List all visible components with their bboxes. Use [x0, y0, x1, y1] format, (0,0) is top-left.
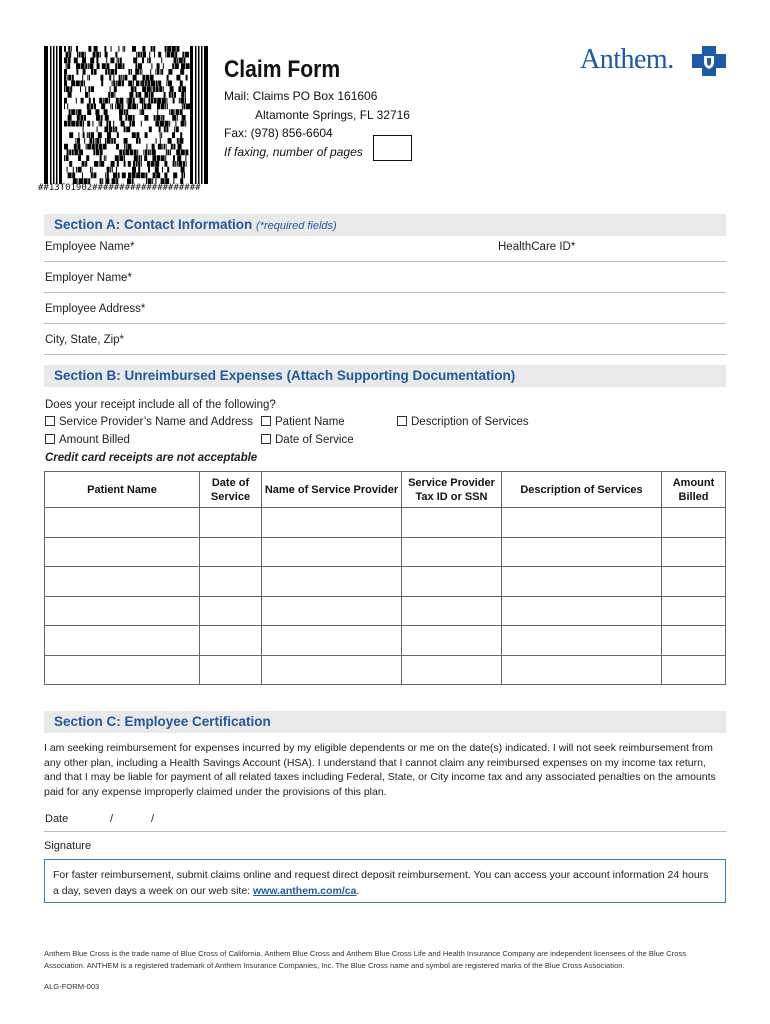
anthem-website-link[interactable]: www.anthem.com/ca: [253, 885, 357, 897]
receipt-question: Does your receipt include all of the following?: [45, 399, 276, 411]
table-cell[interactable]: [662, 596, 726, 626]
section-a-header: [44, 214, 726, 236]
signature-label: Signature: [44, 840, 92, 852]
table-cell[interactable]: [45, 596, 200, 626]
table-cell[interactable]: [402, 508, 502, 538]
table-cell[interactable]: [662, 508, 726, 538]
date-separator: /: [151, 813, 155, 825]
date-separator: /: [110, 813, 114, 825]
checkbox-provider-name-address[interactable]: Service Provider’s Name and Address: [45, 416, 253, 428]
required-fields-note: (*required fields): [256, 220, 337, 232]
employer-name-label: Employer Name*: [45, 272, 132, 284]
logo-wordmark: Anthem.: [580, 44, 674, 75]
employee-address-label: Employee Address*: [45, 303, 146, 315]
form-id: ALG-FORM-003: [44, 982, 100, 991]
checkbox-description[interactable]: Description of Services: [397, 416, 529, 428]
city-state-zip-row[interactable]: [44, 329, 726, 355]
col-amount-billed: Amount Billed: [662, 472, 726, 508]
expenses-table: [44, 471, 726, 685]
checkbox-icon[interactable]: [261, 416, 271, 426]
table-cell[interactable]: [502, 596, 662, 626]
mail-line: Mail: Claims PO Box 161606: [224, 89, 378, 103]
table-cell[interactable]: [262, 567, 402, 597]
table-cell[interactable]: [402, 567, 502, 597]
table-cell[interactable]: [200, 537, 262, 567]
credit-card-warning: Credit card receipts are not acceptable: [45, 452, 258, 464]
col-patient-name: Patient Name: [45, 472, 200, 508]
employee-name-row[interactable]: [44, 236, 726, 262]
table-cell[interactable]: [502, 508, 662, 538]
table-cell[interactable]: [45, 508, 200, 538]
certification-text: I am seeking reimbursement for expenses incurred by my eligible dependents or me on the date(s) indicated. I will not seek reimbursement from any other plan, including a Health Savings Account (HSA). I understand that I cannot claim any reimbursed expenses on my income tax return, and that I may be liable for payment of all related taxes including Federal, State, or City income tax and any associated penalties on the amounts paid for any expense improperly claimed under the provisions of this plan.: [44, 742, 716, 798]
checkbox-date-of-service[interactable]: Date of Service: [261, 434, 354, 446]
table-cell[interactable]: [662, 537, 726, 567]
table-cell[interactable]: [502, 567, 662, 597]
table-row: [45, 626, 726, 656]
mail-city-line: Altamonte Springs, FL 32716: [255, 107, 410, 122]
city-state-zip-label: City, State, Zip*: [45, 334, 125, 346]
table-cell[interactable]: [200, 508, 262, 538]
table-cell[interactable]: [200, 655, 262, 685]
table-cell[interactable]: [502, 537, 662, 567]
healthcare-id-label: HealthCare ID*: [498, 241, 576, 253]
blue-cross-shield-icon: [692, 46, 726, 76]
section-b-header: [44, 365, 726, 387]
online-claims-notice: For faster reimbursement, submit claims online and request direct deposit reimbursement. You can access your account information 24 hours a day, seven days a week on our web site: www.anthem.com/ca.: [44, 859, 726, 903]
employee-address-row[interactable]: [44, 298, 726, 324]
table-cell[interactable]: [262, 655, 402, 685]
col-provider-name: Name of Service Provider: [262, 472, 402, 508]
form-title: Claim Form: [224, 56, 341, 83]
table-cell[interactable]: [45, 567, 200, 597]
table-row: [45, 537, 726, 567]
table-cell[interactable]: [200, 567, 262, 597]
faxing-note: If faxing, number of pages: [224, 144, 363, 159]
section-c-title: Section C: Employee Certification: [54, 714, 271, 729]
table-cell[interactable]: [402, 626, 502, 656]
checkbox-patient-name[interactable]: Patient Name: [261, 416, 345, 428]
anthem-logo: [580, 44, 728, 78]
barcode-text: ##13T01902####################: [38, 183, 201, 193]
checkbox-icon[interactable]: [45, 416, 55, 426]
table-cell[interactable]: [662, 567, 726, 597]
notice-text: For faster reimbursement, submit claims online and request direct deposit reimbursement. You can access your account information 24 hours a day, seven days a week on our web site:: [53, 869, 709, 897]
col-tax-id: Service Provider Tax ID or SSN: [402, 472, 502, 508]
table-cell[interactable]: [45, 626, 200, 656]
legal-footer: Anthem Blue Cross is the trade name of Blue Cross of California. Anthem Blue Cross and Anthem Blue Cross Life and Health Insurance Company are independent licensees of the Blue Cross Association. ANTHEM is a registered trademark of Anthem Insurance Companies, Inc. The Blue Cross name and symbol are registered marks of the Blue Cross Association.: [44, 949, 687, 970]
table-cell[interactable]: [502, 655, 662, 685]
date-field[interactable]: [44, 810, 726, 832]
employer-name-row[interactable]: [44, 267, 726, 293]
section-a-title: Section A: Contact Information: [54, 217, 253, 232]
table-cell[interactable]: [662, 655, 726, 685]
table-cell[interactable]: [262, 596, 402, 626]
table-cell[interactable]: [200, 596, 262, 626]
table-cell[interactable]: [662, 626, 726, 656]
table-cell[interactable]: [262, 508, 402, 538]
table-cell[interactable]: [402, 596, 502, 626]
table-row: [45, 567, 726, 597]
barcode-image: [44, 46, 208, 184]
checkbox-amount-billed[interactable]: Amount Billed: [45, 434, 130, 446]
table-cell[interactable]: [262, 537, 402, 567]
fax-line: Fax: (978) 856-6604: [224, 126, 333, 140]
table-cell[interactable]: [502, 626, 662, 656]
checkbox-icon[interactable]: [45, 434, 55, 444]
table-cell[interactable]: [262, 626, 402, 656]
table-cell[interactable]: [45, 655, 200, 685]
section-b-title: Section B: Unreimbursed Expenses (Attach Supporting Documentation): [54, 368, 516, 383]
table-row: [45, 655, 726, 685]
employee-name-label: Employee Name*: [45, 241, 135, 253]
table-cell[interactable]: [402, 655, 502, 685]
table-cell[interactable]: [200, 626, 262, 656]
table-cell[interactable]: [45, 537, 200, 567]
table-header-row: [45, 472, 726, 508]
checkbox-icon[interactable]: [397, 416, 407, 426]
fax-pages-field[interactable]: [373, 135, 412, 161]
section-c-header: [44, 711, 726, 733]
checkbox-icon[interactable]: [261, 434, 271, 444]
table-row: [45, 596, 726, 626]
table-cell[interactable]: [402, 537, 502, 567]
table-row: [45, 508, 726, 538]
col-date-of-service: Date of Service: [200, 472, 262, 508]
date-label: Date: [45, 813, 69, 825]
col-description: Description of Services: [502, 472, 662, 508]
